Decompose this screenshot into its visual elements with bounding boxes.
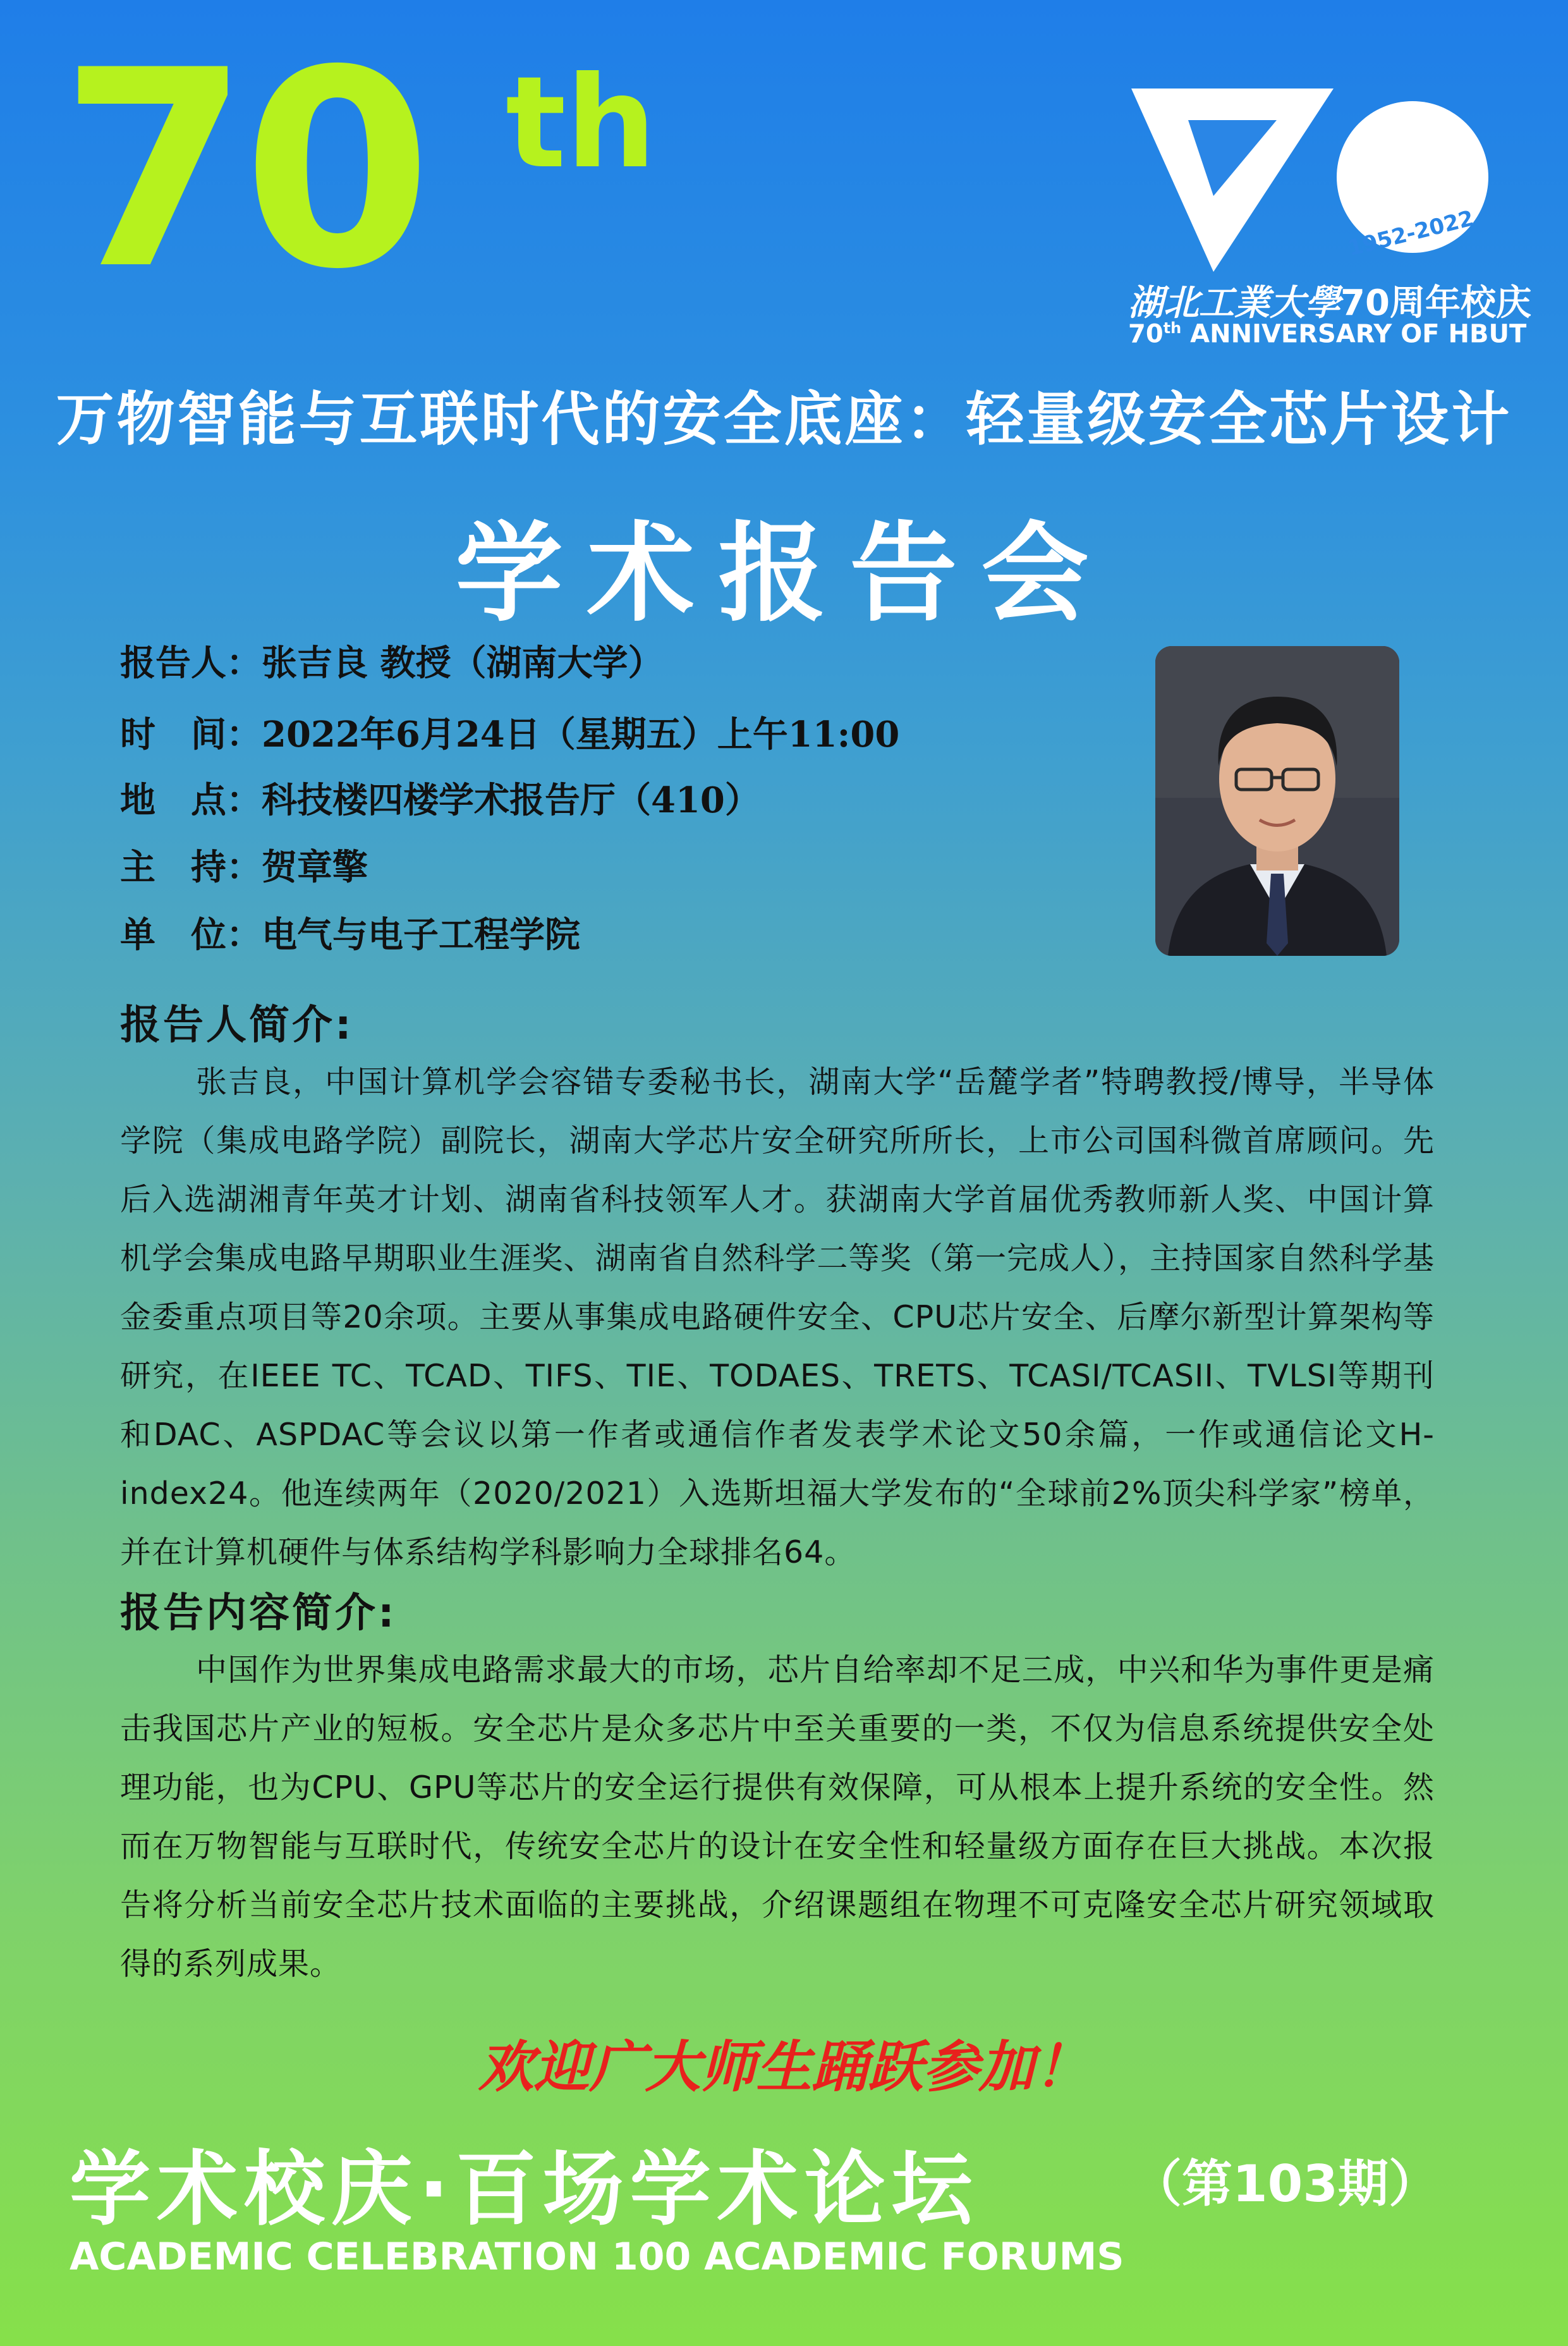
logo-en-text <box>1128 319 1526 348</box>
speaker-intro-text: 张吉良，中国计算机学会容错专委秘书长，湖南大学“岳麓学者”特聘教授/博导，半导体学院（集成电路学院）副院长，湖南大学芯片安全研究所所长，上市公司国科微首席顾问。先后入选湖湘青年英才计划、湖南省科技领军人才。获湖南大学首届优秀教师新人奖、中国计算机学会集成电路早期职业生涯奖、湖南省自然科学二等奖（第一完成人），主持国家自然科学基金委重点项目等20余项。主要从事集成电路硬件安全、CPU芯片安全、后摩尔新型计算架构等研究，在IEEE TC、TCAD、TIFS、TIE、TODAES、TRETS、TCASI/TCASII、TVLSI等期刊和DAC、ASPDAC等会议以第一作者或通信作者发表学术论文50余篇，一作或通信论文H-index24。他连续两年（2020/2021）入选斯坦福大学发布的“全球前2%顶尖科学家”榜单，并在计算机硬件与体系结构学科影响力全球排名64。 <box>120 1064 1435 1570</box>
info-row-host <box>120 840 368 890</box>
info-row-unit <box>120 907 580 958</box>
report-title: 万物智能与互联时代的安全底座：轻量级安全芯片设计 <box>56 385 1512 453</box>
info-row-speaker <box>120 635 664 686</box>
big-number-suffix: th <box>506 49 656 197</box>
logo-en-line: ANNIVERSARY OF HBUT <box>1181 319 1527 349</box>
speaker-intro-heading: 报告人简介: <box>120 1002 354 1049</box>
info-label: 单 位： <box>120 914 262 956</box>
logo-en-number: 70 <box>1128 319 1164 349</box>
info-label: 主 持： <box>120 846 262 888</box>
info-label: 时 间： <box>120 714 262 755</box>
report-intro-heading: 报告内容简介: <box>120 1590 397 1637</box>
info-value: 2022年6月24日（星期五）上午11:00 <box>262 714 900 755</box>
info-label: 报告人： <box>120 642 262 684</box>
footer-issue-number: （第103期） <box>1131 2154 1439 2213</box>
logo-years: 1952-2022 <box>1345 205 1476 262</box>
info-row-location <box>120 773 760 823</box>
speaker-portrait-icon <box>1155 646 1399 956</box>
info-value: 科技楼四楼学术报告厅（410） <box>262 779 760 821</box>
logo-en-sup: th <box>1163 319 1182 337</box>
logo-cn-suffix: 周年校庆 <box>1389 283 1531 324</box>
logo-cn-text <box>1128 275 1531 326</box>
report-subtitle: 学术报告会 <box>455 511 1113 637</box>
speaker-photo <box>1155 646 1399 956</box>
footer-forum-title-en: ACADEMIC CELEBRATION 100 ACADEMIC FORUMS <box>70 2235 1124 2279</box>
welcome-message: 欢迎广大师生踊跃参加！ <box>478 2034 1090 2099</box>
logo-cn-number: 70 <box>1340 283 1390 324</box>
info-value: 贺章擎 <box>262 846 368 888</box>
big-number-70: 70 <box>60 13 426 329</box>
footer-forum-title: 学术校庆·百场学术论坛 <box>70 2142 979 2237</box>
info-value: 电气与电子工程学院 <box>262 914 580 956</box>
logo-school-name: 湖北工業大學 <box>1128 282 1340 324</box>
info-row-time <box>120 707 899 757</box>
info-value: 张吉良 教授（湖南大学） <box>262 642 664 684</box>
report-intro-text: 中国作为世界集成电路需求最大的市场，芯片自给率却不足三成，中兴和华为事件更是痛击我国芯片产业的短板。安全芯片是众多芯片中至关重要的一类，不仅为信息系统提供安全处理功能，也为CPU、GPU等芯片的安全运行提供有效保障，可从根本上提升系统的安全性。然而在万物智能与互联时代，传统安全芯片的设计在安全性和轻量级方面存在巨大挑战。本次报告将分析当前安全芯片技术面临的主要挑战，介绍课题组在物理不可克隆安全芯片研究领域取得的系列成果。 <box>120 1652 1435 1982</box>
info-label: 地 点： <box>120 779 262 821</box>
